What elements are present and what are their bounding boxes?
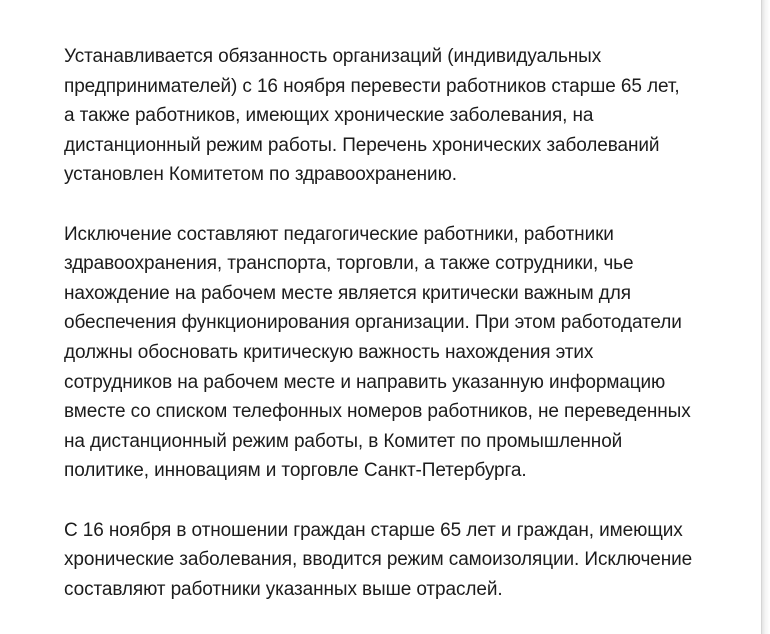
text-line: обеспечения функционирования организации. При этом работодатели <box>64 312 682 334</box>
paragraph-exceptions <box>64 220 736 486</box>
text-line: а также работников, имеющих хронические заболевания, на <box>64 105 594 127</box>
text-line: нахождение на рабочем месте является критически важным для <box>64 282 631 304</box>
text-line: должны обосновать критическую важность нахождения этих <box>64 341 594 363</box>
text-line: составляют работники указанных выше отраслей. <box>64 578 503 600</box>
page-edge-shadow <box>762 0 770 634</box>
article-body <box>64 42 736 604</box>
text-line: политике, инновациям и торговле Санкт-Петербурга. <box>64 460 527 482</box>
text-line: предпринимателей) с 16 ноября перевести работников старше 65 лет, <box>64 75 680 97</box>
text-line: дистанционный режим работы. Перечень хронических заболеваний <box>64 134 660 156</box>
text-line: установлен Комитетом по здравоохранению. <box>64 164 457 186</box>
text-line: хронические заболевания, вводится режим самоизоляции. Исключение <box>64 549 693 571</box>
text-line: Устанавливается обязанность организаций (индивидуальных <box>64 46 602 67</box>
text-line: на дистанционный режим работы, в Комитет по промышленной <box>64 430 623 452</box>
text-line: здравоохранения, транспорта, торговли, а также сотрудники, чье <box>64 253 634 275</box>
text-line: Исключение составляют педагогические работники, работники <box>64 223 614 245</box>
text-line: С 16 ноября в отношении граждан старше 65 лет и граждан, имеющих <box>64 519 683 541</box>
paragraph-obligation <box>64 42 736 190</box>
text-line: сотрудников на рабочем месте и направить указанную информацию <box>64 371 666 393</box>
paragraph-self-isolation <box>64 516 736 605</box>
text-line: вместе со списком телефонных номеров работников, не переведенных <box>64 401 691 423</box>
